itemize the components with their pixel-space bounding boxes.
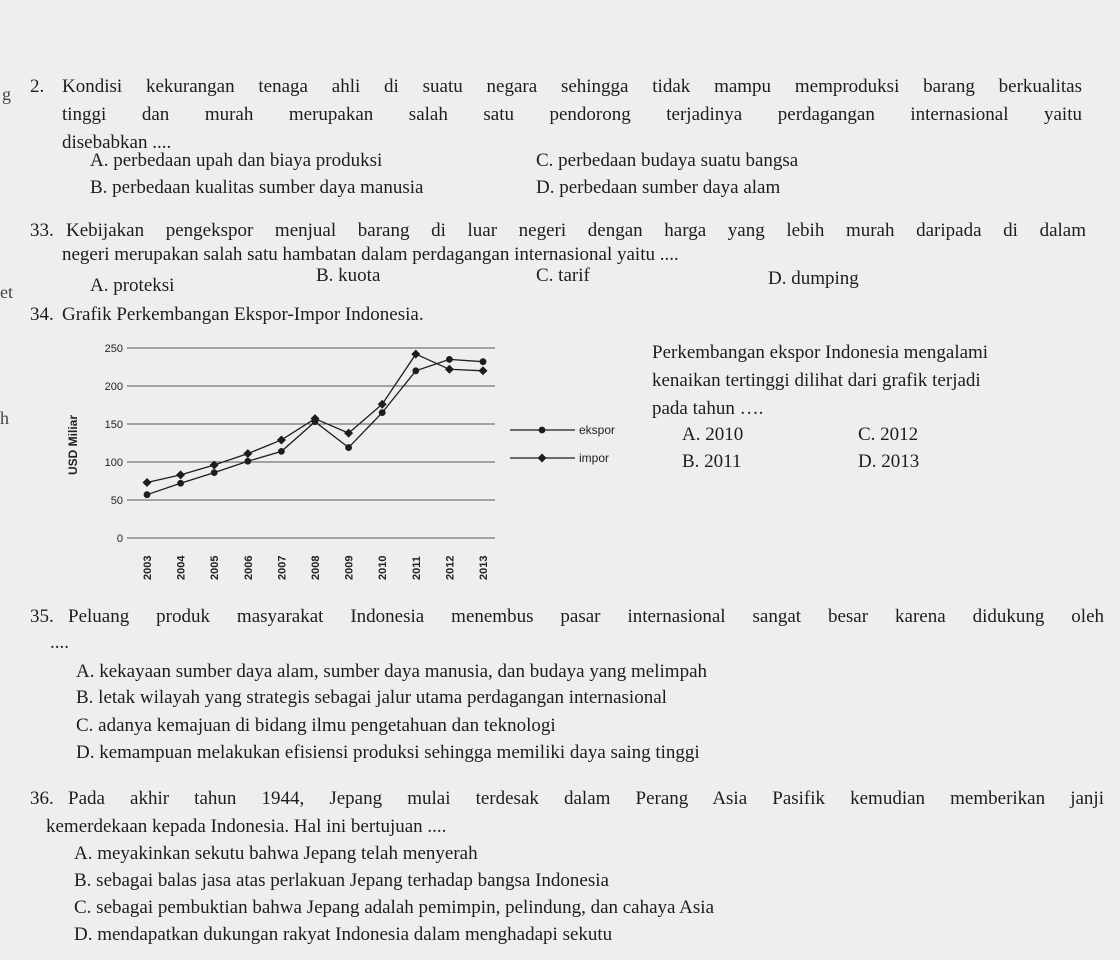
x-axis-ticks bbox=[142, 555, 490, 580]
data-point bbox=[144, 491, 151, 498]
data-point bbox=[211, 469, 218, 476]
series-impor bbox=[143, 350, 488, 487]
data-point bbox=[176, 470, 185, 479]
question-text-line: pada tahun …. bbox=[652, 398, 764, 419]
data-point bbox=[345, 444, 352, 451]
question-text-line: Peluang produk masyarakat Indonesia menembus pasar internasional sangat besar karena didukung oleh bbox=[68, 606, 1104, 627]
y-axis-ticks bbox=[105, 343, 123, 545]
series-line bbox=[147, 359, 483, 494]
question-text-line: .... bbox=[50, 632, 69, 653]
option-b[interactable]: B. kuota bbox=[316, 265, 381, 286]
option-c[interactable]: C. sebagai pembuktian bahwa Jepang adalah pemimpin, pelindung, dan cahaya Asia bbox=[74, 897, 715, 918]
data-point bbox=[244, 458, 251, 465]
question-text-line: Perkembangan ekspor Indonesia mengalami bbox=[652, 342, 989, 363]
question-text-line: kenaikan tertinggi dilihat dari grafik terjadi bbox=[652, 370, 981, 391]
y-tick-label: 0 bbox=[116, 533, 123, 545]
question-text-line: tinggi dan murah merupakan salah satu pendorong terjadinya perdagangan internasional yaitu bbox=[62, 104, 1082, 125]
option-c[interactable]: C. perbedaan budaya suatu bangsa bbox=[536, 150, 799, 171]
y-tick-label: 50 bbox=[110, 495, 123, 507]
option-b[interactable]: B. 2011 bbox=[682, 451, 742, 472]
margin-fragment: et bbox=[0, 282, 13, 302]
x-tick-label: 2010 bbox=[377, 555, 390, 580]
option-a[interactable]: A. 2010 bbox=[682, 424, 744, 445]
x-tick-label: 2013 bbox=[478, 555, 490, 580]
x-tick-label: 2011 bbox=[410, 556, 423, 580]
data-point bbox=[446, 356, 453, 363]
x-tick-label: 2006 bbox=[242, 555, 255, 580]
data-point bbox=[445, 365, 454, 374]
option-a[interactable]: A. meyakinkan sekutu bahwa Jepang telah menyerah bbox=[74, 843, 478, 864]
option-b[interactable]: B. perbedaan kualitas sumber daya manusia bbox=[90, 177, 424, 198]
option-c[interactable]: C. 2012 bbox=[858, 424, 919, 445]
question-number: 2. bbox=[30, 76, 45, 97]
x-tick-label: 2007 bbox=[276, 555, 289, 580]
data-point bbox=[539, 427, 546, 434]
data-point bbox=[243, 449, 252, 458]
question-text-line: negeri merupakan salah satu hambatan dalam perdagangan internasional yaitu .... bbox=[62, 244, 679, 265]
option-d[interactable]: D. 2013 bbox=[858, 451, 920, 472]
y-tick-label: 200 bbox=[104, 381, 123, 393]
option-d[interactable]: D. dumping bbox=[768, 268, 859, 289]
y-axis-label: USD Miliar bbox=[66, 414, 80, 476]
x-tick-label: 2012 bbox=[444, 555, 457, 580]
margin-fragment: g bbox=[2, 84, 11, 104]
question-number: 35. bbox=[30, 606, 54, 627]
question-text-line: disebabkan .... bbox=[62, 132, 172, 153]
chart-gridlines bbox=[127, 348, 495, 538]
option-b[interactable]: B. letak wilayah yang strategis sebagai jalur utama perdagangan internasional bbox=[76, 687, 667, 708]
option-a[interactable]: A. kekayaan sumber daya alam, sumber daya manusia, dan budaya yang melimpah bbox=[76, 661, 708, 682]
chart-legend bbox=[510, 423, 615, 465]
x-tick-label: 2005 bbox=[209, 555, 222, 580]
option-d[interactable]: D. kemampuan melakukan efisiensi produksi sehingga memiliki daya saing tinggi bbox=[76, 742, 700, 763]
x-tick-label: 2004 bbox=[175, 555, 188, 580]
question-text-line: Kebijakan pengekspor menjual barang di luar negeri dengan harga yang lebih murah daripada di dalam bbox=[66, 220, 1086, 241]
x-tick-label: 2009 bbox=[343, 555, 356, 580]
legend-label: impor bbox=[579, 451, 610, 465]
data-point bbox=[411, 350, 420, 359]
x-tick-label: 2003 bbox=[142, 555, 154, 580]
option-d[interactable]: D. mendapatkan dukungan rakyat Indonesia dalam menghadapi sekutu bbox=[74, 924, 613, 945]
export-import-line-chart bbox=[55, 330, 635, 595]
series-ekspor bbox=[144, 356, 487, 498]
option-b[interactable]: B. sebagai balas jasa atas perlakuan Jepang terhadap bangsa Indonesia bbox=[74, 870, 609, 891]
y-tick-label: 150 bbox=[104, 419, 123, 431]
question-text-line: Kondisi kekurangan tenaga ahli di suatu negara sehingga tidak mampu memproduksi barang berkualitas bbox=[62, 76, 1082, 97]
data-point bbox=[479, 366, 488, 375]
question-text-line: Pada akhir tahun 1944, Jepang mulai terdesak dalam Perang Asia Pasifik kemudian memberikan janji bbox=[68, 788, 1104, 809]
option-a[interactable]: A. perbedaan upah dan biaya produksi bbox=[90, 150, 383, 171]
y-tick-label: 250 bbox=[104, 343, 123, 355]
option-d[interactable]: D. perbedaan sumber daya alam bbox=[536, 177, 781, 198]
data-point bbox=[177, 480, 184, 487]
question-number: 33. bbox=[30, 220, 54, 241]
option-a[interactable]: A. proteksi bbox=[90, 275, 175, 296]
question-number: 34. bbox=[30, 304, 54, 325]
data-point bbox=[480, 358, 487, 365]
chart-caption: Grafik Perkembangan Ekspor-Impor Indonesia. bbox=[62, 304, 424, 325]
x-tick-label: 2008 bbox=[310, 555, 322, 580]
y-tick-label: 100 bbox=[104, 457, 123, 469]
data-point bbox=[278, 448, 285, 455]
data-point bbox=[412, 367, 419, 374]
data-point bbox=[538, 454, 547, 463]
option-c[interactable]: C. tarif bbox=[536, 265, 590, 286]
data-point bbox=[143, 478, 152, 487]
question-text-line: kemerdekaan kepada Indonesia. Hal ini bertujuan .... bbox=[46, 816, 447, 837]
legend-label: ekspor bbox=[579, 423, 616, 437]
data-point bbox=[379, 409, 386, 416]
question-number: 36. bbox=[30, 788, 54, 809]
margin-fragment: h bbox=[0, 408, 9, 428]
data-point bbox=[277, 435, 286, 444]
option-c[interactable]: C. adanya kemajuan di bidang ilmu pengetahuan dan teknologi bbox=[76, 715, 556, 736]
